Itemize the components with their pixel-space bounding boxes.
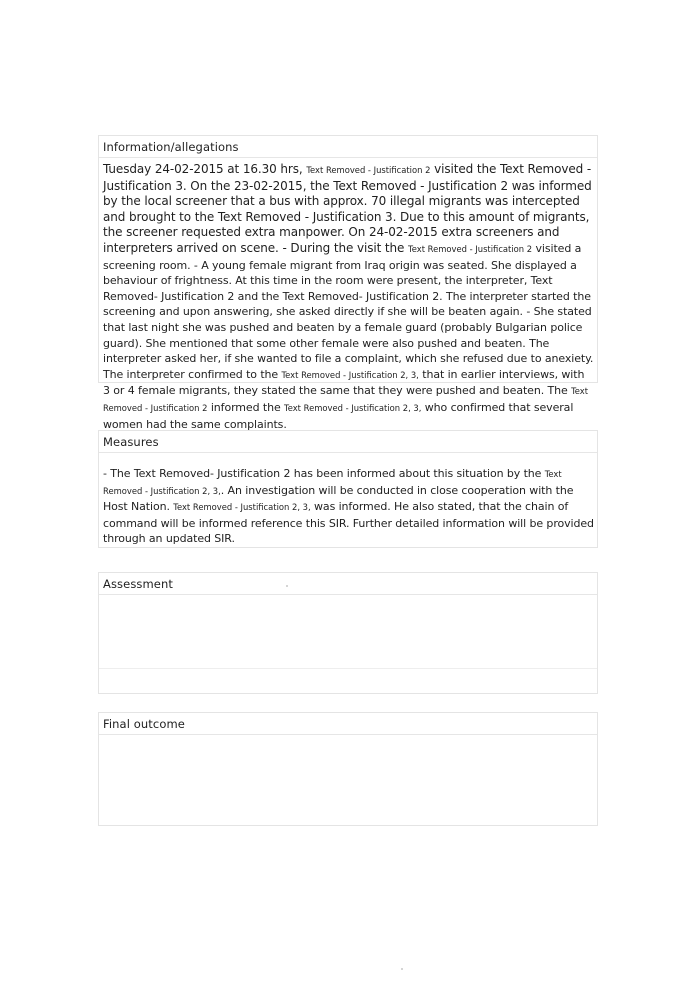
- info-text-5: informed the: [207, 400, 285, 414]
- info-redaction-1: Text Removed - Justification 2: [306, 165, 431, 175]
- measures-section-body: [99, 453, 597, 547]
- info-text-2: visited the Text Removed - Justification 3. On the 23-02-2015, the Text Removed - Justification 2 was informed by the local screener that a bus with approx. 70 illegal migrants was intercepted and brought to the Text Removed - Justification 3. Due to this amount of migrants, the screener requested extra manpower. On 24-02-2015 extra screeners and interpreters arrived on scene. - During the visit the: [103, 162, 592, 255]
- final-outcome-section: [98, 712, 598, 826]
- measures-redaction-2: Text Removed - Justification 2, 3,: [173, 502, 311, 513]
- info-section-title: Information/allegations: [99, 136, 597, 158]
- measures-text-3: was informed. He also stated, that the chain of command will be informed reference this SIR. Further detailed information will be provided through an updated SIR.: [103, 500, 594, 546]
- measures-text-1: - The Text Removed- Justification 2 has been informed about this situation by the: [103, 467, 545, 480]
- info-text-3: visited a screening room. - A young female migrant from Iraq origin was seated. She displayed a behaviour of frightness. At this time in the room were present, the interpreter, Text Removed- Justification 2 and the Text Removed- Justification 2. The interpreter started the screening and upon answering, she asked directly if she will be beaten again. - She stated that last night she was pushed and beaten by a female guard (probably Bulgarian police guard). She mentioned that some other female were also pushed and beaten. The interpreter asked her, if she wanted to file a complaint, which she refused due to anexiety. The interpreter confirmed to the: [103, 241, 594, 381]
- measures-redaction-1: Text Removed - Justification 2, 3,: [103, 469, 562, 496]
- info-redaction-4: Text Removed - Justification 2: [103, 386, 589, 413]
- info-text-6: who confirmed that several women had the same complaints.: [103, 400, 574, 431]
- scan-speck: [286, 585, 288, 587]
- info-section: [98, 135, 598, 431]
- info-redaction-5: Text Removed - Justification 2, 3,: [284, 402, 422, 413]
- assessment-section: [98, 572, 598, 694]
- measures-text-2: . An investigation will be conducted in close cooperation with the Host Nation.: [103, 483, 574, 514]
- info-redaction-3: Text Removed - Justification 2, 3,: [281, 369, 419, 380]
- info-text-1: Tuesday 24-02-2015 at 16.30 hrs,: [103, 162, 307, 176]
- assessment-divider: [99, 668, 597, 669]
- info-text-4: that in earlier interviews, with 3 or 4 female migrants, they stated the same that they were pushed and beaten. The: [103, 367, 585, 398]
- scan-speck: [401, 968, 403, 970]
- measures-section-title: Measures: [99, 431, 597, 453]
- info-redaction-2: Text Removed - Justification 2: [408, 243, 533, 254]
- info-section-body: [99, 158, 597, 432]
- measures-section: [98, 430, 598, 548]
- final-outcome-section-title: Final outcome: [99, 713, 597, 735]
- assessment-section-title: Assessment: [99, 573, 597, 595]
